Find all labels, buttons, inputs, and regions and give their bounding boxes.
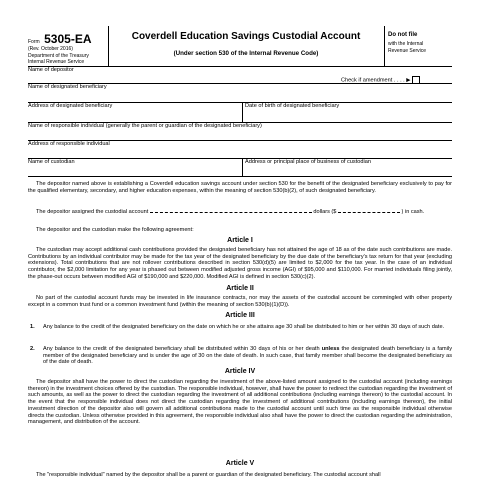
article-5-title: Article V [225, 460, 255, 467]
custodian-divider [242, 158, 243, 176]
revision-date: (Rev. October 2016) [28, 46, 73, 52]
header-divider-left [108, 26, 109, 66]
amount-field[interactable] [338, 212, 400, 213]
responsible-address-label: Address of responsible individual [28, 141, 110, 147]
do-not-file-2: with the Internal [388, 41, 424, 47]
article-2-title: Article II [226, 285, 254, 292]
amendment-text: Check if amendment . . . . ▶ [341, 77, 411, 84]
custodian-address-label: Address or principal place of business of custodian [245, 159, 371, 165]
form-subtitle: (Under section 530 of the Internal Revenue Code) [173, 50, 319, 57]
article-4-text: The depositor shall have the power to direct the custodian regarding the investment of the above-listed amount assigned to the custodial account (including earnings thereon) in the investment choices offered by the custodian. The responsible individual, however, shall have the power to redirect the custodian regarding the investment of such amounts, as well as the power to direct the custodian regarding the investment of all additional contributions (including earnings thereon) to the custodial account. In the event that the responsible individual does not direct the custodian regarding the investment of additional contributions (including earnings thereon), the initial investment direction of the depositor also will govern all additional contributions made to the custodial account until such time as the responsible individual otherwise directs the custodian. Unless otherwise provided in this agreement, the responsible individual also shall have the power to direct the custodian regarding the administration, management, and distribution of the account. [28, 379, 452, 426]
article-4-title: Article IV [224, 368, 256, 375]
assigned-line [36, 209, 452, 216]
do-not-file: Do not file [388, 32, 418, 38]
depositor-label: Name of depositor [28, 67, 74, 73]
beneficiary-address-label: Address of designated beneficiary [28, 103, 113, 109]
dollars-text: dollars ($ [313, 209, 337, 215]
article-3-item-1: Any balance to the credit of the designated beneficiary on the date on which he or she attains age 30 shall be distributed to him or her within 30 days of such date. [43, 324, 445, 330]
article-1-title: Article I [227, 237, 253, 244]
article-3-title: Article III [225, 312, 255, 319]
rule-6 [28, 176, 452, 177]
form-title: Coverdell Education Savings Custodial Account [131, 31, 361, 42]
dob-divider [242, 102, 243, 122]
beneficiary-dob-label: Date of birth of designated beneficiary [245, 103, 340, 109]
article-5-text: The "responsible individual" named by the depositor shall be a parent or guardian of the designated beneficiary. The custodial account shall [36, 472, 381, 478]
irs-line: Internal Revenue Service [28, 59, 85, 65]
beneficiary-label: Name of designated beneficiary [28, 84, 107, 90]
item-2-post: the designated death beneficiary is a family member of the designated beneficiary and is under the age of 30 on the date of death. In such case, that family member shall become the designated beneficiary as of the date of death. [43, 346, 453, 366]
article-3-item-2 [43, 346, 452, 366]
header-divider-right [384, 26, 385, 66]
item-2-pre: Any balance to the credit of the designated beneficiary shall be distributed within 30 days of his or her death [43, 346, 320, 352]
rule-5 [28, 158, 452, 159]
in-cash-text: ) in cash. [401, 209, 425, 215]
intro-paragraph: The depositor named above is establishing a Coverdell education savings account under section 530 for the benefit of the designated beneficiary exclusively to pay for the qualified elementary, secondary, and higher education expenses, within the meaning of section 530(b)(2), of such designated beneficiary. [28, 181, 452, 194]
form-prefix: Form [28, 39, 40, 45]
department-line: Department of the Treasury [28, 53, 89, 59]
custodian-label: Name of custodian [28, 159, 75, 165]
article-1-text: The custodian may accept additional cash contributions provided the designated beneficiary has not attained the age of 18 as of the date such contributions are made. Contributions by an individual contributor may be made for the tax year of the designated beneficiary by the due date of the beneficiary's tax return for that year (excluding extensions). Total contributions that are not rollover contributions described in section 530(d)(5) are limited to $2,000 for the tax year. In the case of an individual contributor, the $2,000 limitation for any year is phased out between modified adjusted gross income (AGI) of $95,000 and $110,000. For married individuals filing jointly, the phase-out occurs between modified AGI of $190,000 and $220,000. Modified AGI is defined in section 530(c)(2). [28, 247, 452, 280]
item-2-bold: unless [321, 346, 340, 352]
amount-words-field[interactable] [150, 212, 312, 213]
header-rule [28, 66, 452, 67]
assigned-text: The depositor assigned the custodial account [36, 209, 149, 215]
article-2-text: No part of the custodial account funds may be invested in life insurance contracts, nor may the assets of the custodial account be commingled with other property except in a common trust fund or a common investment fund (within the meaning of section 530(b)(1)(D)). [28, 295, 452, 308]
do-not-file-3: Revenue Service [388, 48, 427, 54]
responsible-label: Name of responsible individual (generally the parent or guardian of the designated beneficiary) [28, 123, 262, 129]
form-number: 5305-EA [44, 32, 92, 46]
article-3-item-2-num: 2. [30, 346, 35, 352]
agreement-line: The depositor and the custodian make the following agreement: [36, 227, 194, 233]
article-3-item-1-num: 1. [30, 324, 35, 330]
